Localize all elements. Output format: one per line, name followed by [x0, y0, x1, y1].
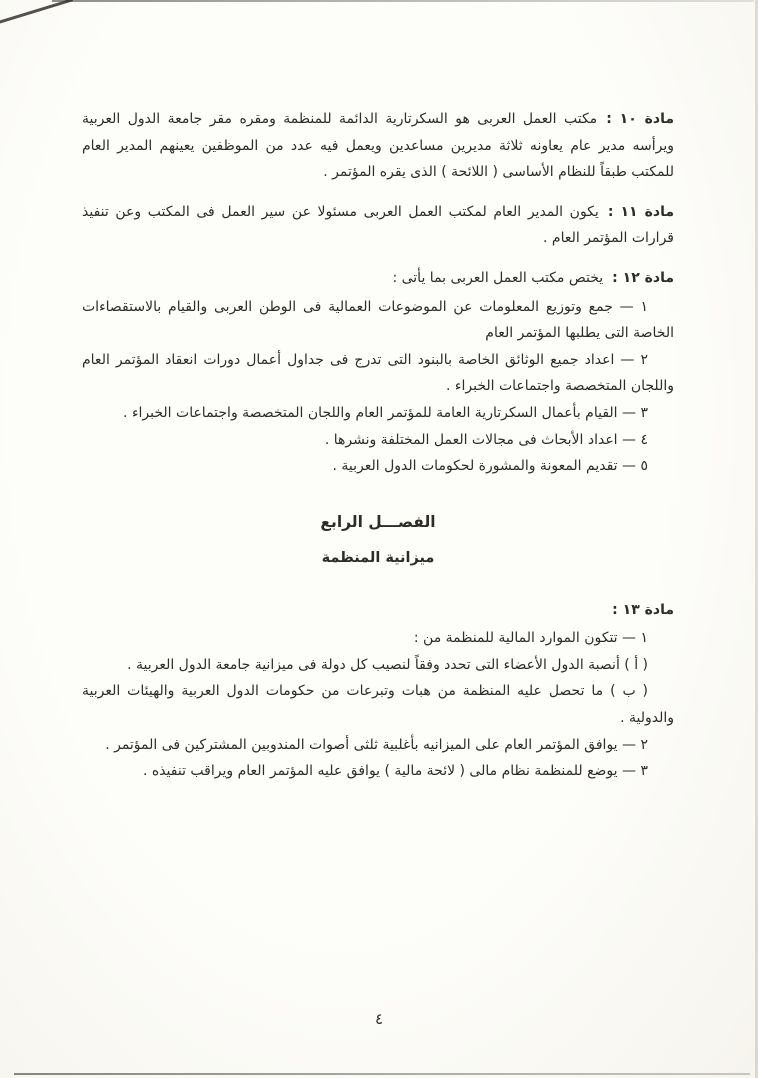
article-13-item-a: ( أ ) أنصبة الدول الأعضاء التى تحدد وفقاً لنصيب كل دولة فى ميزانية جامعة الدول العربية . — [127, 656, 648, 673]
article-12-label: مادة ١٢ : — [612, 269, 674, 286]
document-body — [82, 106, 674, 785]
article-13-item-b: ( ب ) ما تحصل عليه المنظمة من هبات وتبرعات من حكومات الدول العربية والهيئات العربية والدولية . — [82, 683, 674, 727]
article-10 — [82, 106, 674, 186]
chapter-title: الفصـــل الرابع — [320, 512, 436, 531]
article-13 — [82, 597, 674, 785]
article-10-label: مادة ١٠ : — [606, 111, 674, 127]
article-11-label: مادة ١١ : — [607, 203, 674, 220]
article-12-item-1: ١ — جمع وتوزيع المعلومات عن الموضوعات العمالية فى الوطن العربى والقيام بالاستقصاءات الخاصة التى يطلبها المؤتمر العام — [82, 298, 674, 342]
article-12-intro: يختص مكتب العمل العربى بما يأتى : — [392, 269, 604, 286]
article-13-item-2: ٢ — يوافق المؤتمر العام على الميزانيه بأغلبية ثلثى أصوات المندوبين المشتركين فى المؤتمر . — [105, 736, 648, 753]
scan-corner-artifact — [0, 0, 73, 29]
article-13-label: مادة ١٣ : — [612, 601, 674, 618]
scan-bottom-edge-artifact — [14, 1073, 750, 1075]
page-number: ٤ — [374, 1010, 384, 1028]
article-12-heading — [82, 265, 674, 292]
article-12-item-3: ٣ — القيام بأعمال السكرتارية العامة للمؤتمر العام واللجان المتخصصة واجتماعات الخبراء . — [123, 404, 648, 421]
article-12-item-5: ٥ — تقديم المعونة والمشورة لحكومات الدول العربية . — [332, 458, 648, 475]
article-13-heading — [82, 597, 674, 624]
article-13-item-1: ١ — تتكون الموارد المالية للمنظمة من : — [413, 630, 648, 647]
article-10-text: مكتب العمل العربى هو السكرتارية الدائمة للمنظمة ومقره مقر جامعة الدول العربية ويرأسه مدير عام يعاونه ثلاثة مديرين مساعدين ويعمل فيه عدد من الموظفين يعينهم المدير العام للمكتب طبقاً للنظام الأساسى ( اللائحة ) الذى يقره المؤتمر . — [82, 111, 674, 181]
article-12 — [82, 265, 674, 480]
scan-top-edge-artifact — [52, 0, 754, 2]
article-12-item-4: ٤ — اعداد الأبحاث فى مجالات العمل المختلفة ونشرها . — [324, 431, 648, 448]
article-11 — [82, 199, 674, 252]
article-13-item-3: ٣ — يوضع للمنظمة نظام مالى ( لائحة مالية ) يوافق عليه المؤتمر العام ويراقب تنفيذه . — [142, 763, 648, 780]
article-12-item-2: ٢ — اعداد جميع الوثائق الخاصة بالبنود التى تدرج فى جداول أعمال دورات انعقاد المؤتمر العام واللجان المتخصصة واجتماعات الخبراء . — [82, 351, 674, 395]
article-11-text: يكون المدير العام لمكتب العمل العربى مسئولا عن سير العمل فى المكتب وعن تنفيذ قرارات المؤتمر العام . — [82, 203, 674, 247]
chapter-subtitle: ميزانية المنظمة — [321, 550, 435, 567]
